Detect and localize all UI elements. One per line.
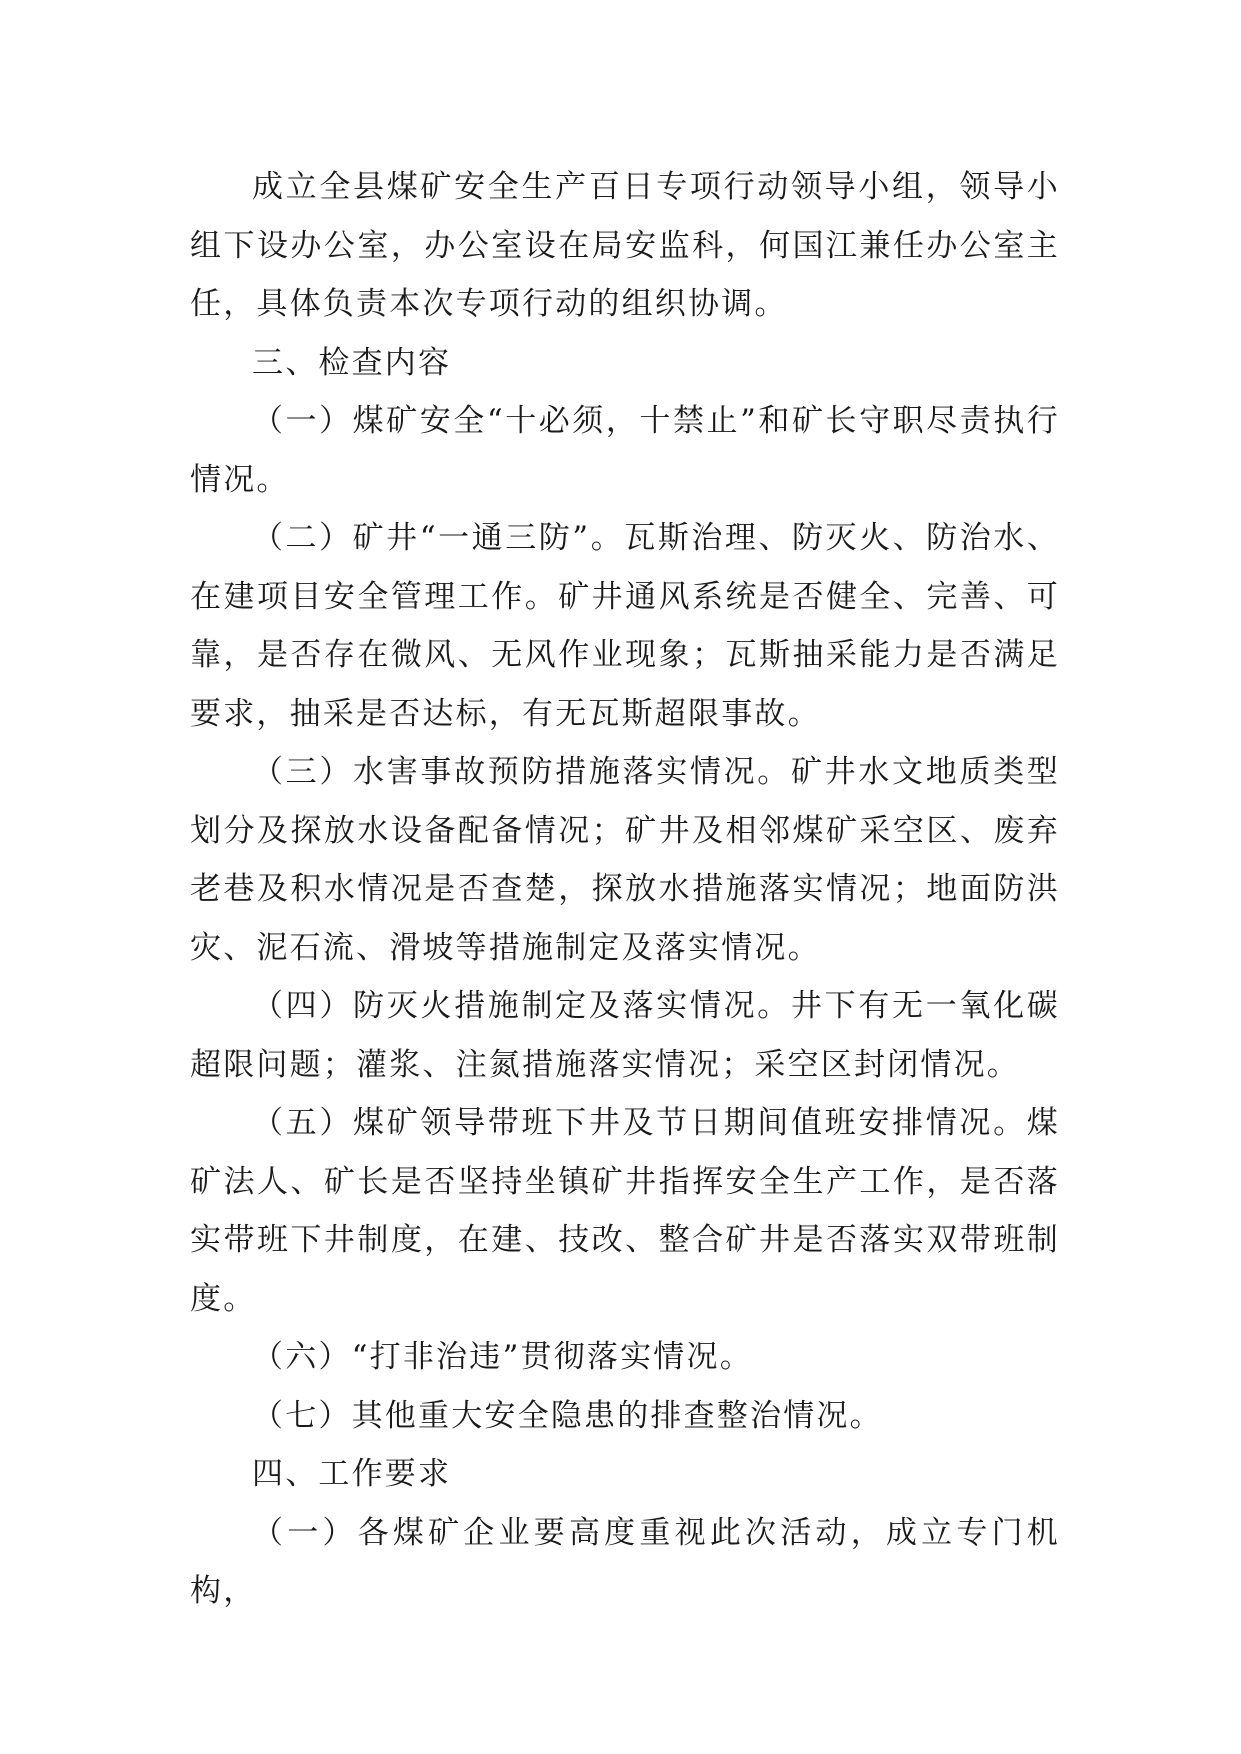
item-6-crackdown: （六）“打非治违”贯彻落实情况。: [252, 1339, 753, 1375]
section-heading-inspection-content: 三、检查内容: [252, 344, 452, 381]
item-5-leader-shifts: （五）煤矿领导带班下井及节日期间值班安排情况。煤矿法人、矿长是否坚持坐镇矿井指挥安全生产工作，是否落实带班下井制度，在建、技改、整合矿井是否落实双带班制度。: [190, 1105, 1060, 1317]
item-7-other-hazards: （七）其他重大安全隐患的排查整治情况。: [252, 1397, 883, 1434]
item-2-ventilation-gas: （二）矿井“一通三防”。瓦斯治理、防灭火、防治水、在建项目安全管理工作。矿井通风系统是否健全、完善、可靠，是否存在微风、无风作业现象；瓦斯抽采能力是否满足要求，抽采是否达标，有无瓦斯超限事故。: [190, 520, 1060, 732]
paragraph-leadership-group: 成立全县煤矿安全生产百日专项行动领导小组，领导小组下设办公室，办公室设在局安监科，何国江兼任办公室主任，具体负责本次专项行动的组织协调。: [190, 169, 1060, 322]
section-heading-work-requirements: 四、工作要求: [252, 1456, 452, 1492]
item-4-fire-prevention: （四）防灭火措施制定及落实情况。井下有无一氧化碳超限问题；灌浆、注氮措施落实情况；采空区封闭情况。: [190, 988, 1060, 1083]
item-1-ten-musts: （一）煤矿安全“十必须，十禁止”和矿长守职尽责执行情况。: [190, 403, 1060, 498]
requirement-1: （一）各煤矿企业要高度重视此次活动，成立专门机构，: [190, 1514, 1060, 1609]
document-body: [190, 158, 1060, 1621]
item-3-water-hazard: （三）水害事故预防措施落实情况。矿井水文地质类型划分及探放水设备配备情况；矿井及相邻煤矿采空区、废弃老巷及积水情况是否查楚，探放水措施落实情况；地面防洪灾、泥石流、滑坡等措施制定及落实情况。: [190, 754, 1060, 966]
